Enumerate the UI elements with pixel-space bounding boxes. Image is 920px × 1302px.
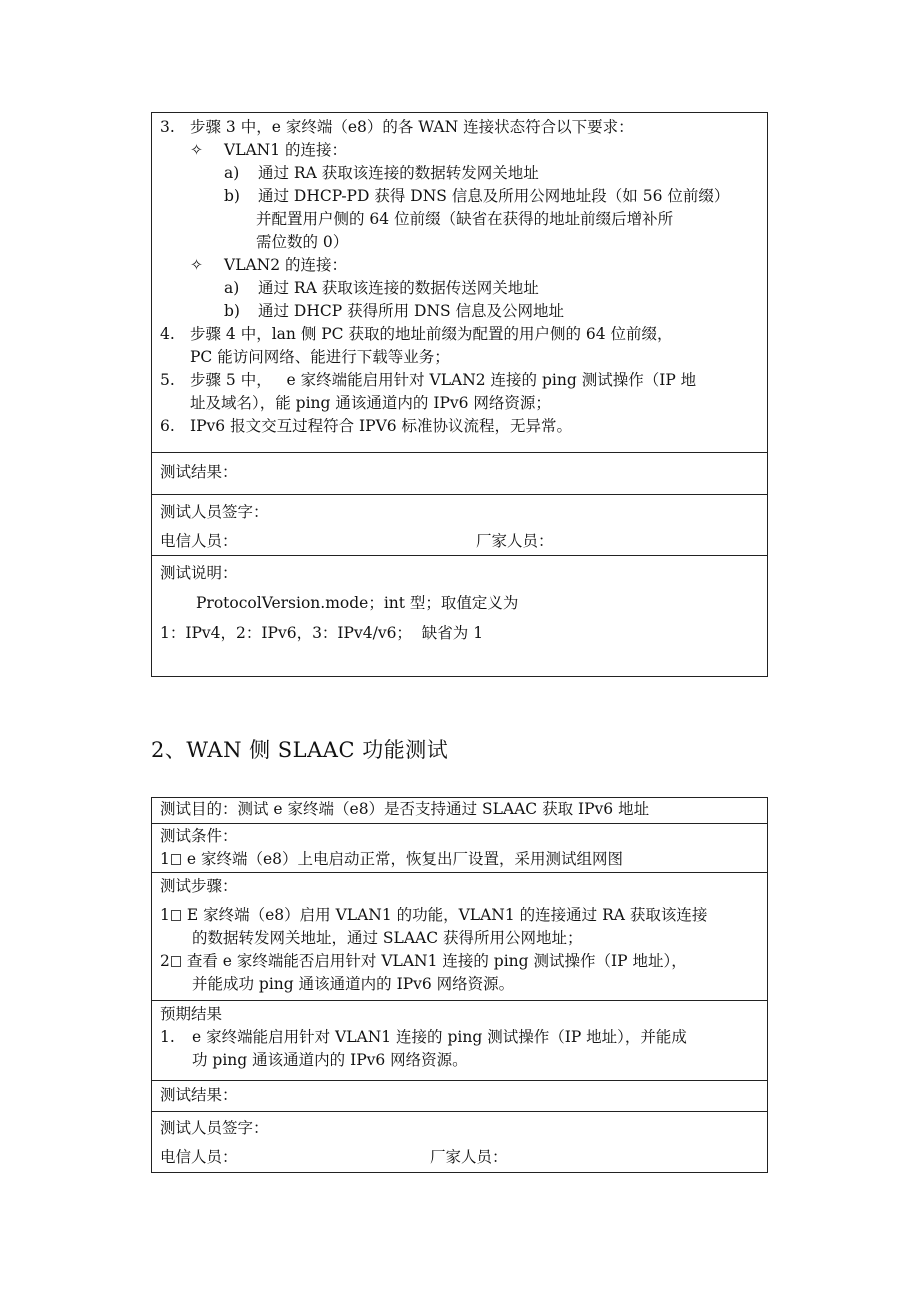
test-conditions-row: [152, 823, 767, 872]
test-notes-line-2: 1：IPv4，2：IPv6，3：IPv4/v6； 缺省为 1: [160, 624, 484, 642]
requirement-item-4: 4. 步骤 4 中，lan 侧 PC 获取的地址前缀为配置的用户侧的 64 位前缀，: [160, 325, 673, 343]
signature-label: 测试人员签字：: [160, 503, 269, 521]
telecom-staff-label-2: 电信人员：: [160, 1148, 238, 1166]
test-result-label: 测试结果：: [160, 463, 238, 481]
test-result-row-2: [152, 1080, 767, 1111]
test-steps-label: 测试步骤：: [160, 877, 238, 895]
checkbox-glyph-icon: [171, 956, 181, 967]
section-heading: 2、WAN 侧 SLAAC 功能测试: [151, 738, 449, 762]
diamond-bullet-icon: ✧: [190, 141, 203, 159]
requirement-item-5-cont: 址及域名），能 ping 通该通道内的 IPv6 网络资源；: [190, 394, 551, 412]
checkbox-glyph-icon: [171, 854, 181, 865]
telecom-staff-label: 电信人员：: [160, 532, 238, 550]
signature-row-2: [152, 1111, 767, 1172]
signature-fields-2: [160, 1146, 759, 1169]
requirement-item-6: 6. IPv6 报文交互过程符合 IPV6 标准协议流程，无异常。: [160, 417, 573, 435]
requirement-item-4-cont: PC 能访问网络、能进行下载等业务；: [190, 348, 450, 366]
expected-results-label: 预期结果: [160, 1005, 223, 1023]
vlan1-heading: ✧ VLAN1 的连接：: [160, 139, 759, 162]
test-purpose-row: [152, 798, 767, 823]
vlan1-item-b-cont1: 并配置用户侧的 64 位前缀（缺省在获得的地址前缀后增补所: [256, 210, 674, 228]
test-conditions-label: 测试条件：: [160, 827, 238, 845]
requirement-item-5: 5. 步骤 5 中， e 家终端能启用针对 VLAN2 连接的 ping 测试操作（IP 地: [160, 371, 697, 389]
test-table-1: [151, 112, 768, 677]
requirement-item-3: 3. 步骤 3 中，e 家终端（e8）的各 WAN 连接状态符合以下要求：: [160, 118, 634, 136]
expected-item-1: 1. e 家终端能启用针对 VLAN1 连接的 ping 测试操作（IP 地址），并能成: [160, 1028, 687, 1046]
vendor-staff-label-2: 厂家人员：: [430, 1148, 508, 1166]
condition-item-1: 1 e 家终端（e8）上电启动正常，恢复出厂设置，采用测试组网图: [160, 850, 624, 868]
test-notes-row: [152, 555, 767, 676]
vlan2-item-b: b) 通过 DHCP 获得所用 DNS 信息及公网地址: [224, 302, 565, 320]
vendor-staff-label: 厂家人员：: [476, 532, 554, 550]
signature-row: [152, 494, 767, 555]
vlan1-item-a: a) 通过 RA 获取该连接的数据转发网关地址: [224, 164, 539, 182]
test-notes-label: 测试说明：: [160, 564, 238, 582]
test-table-2: [151, 797, 768, 1173]
vlan1-item-b: b) 通过 DHCP-PD 获得 DNS 信息及所用公网地址段（如 56 位前缀）: [224, 187, 730, 205]
test-result-row: [152, 452, 767, 494]
signature-label-2: 测试人员签字：: [160, 1119, 269, 1137]
vlan1-item-b-cont2: 需位数的 0）: [256, 233, 349, 251]
diamond-bullet-icon: ✧: [190, 256, 203, 274]
expected-item-1-cont: 功 ping 通该通道内的 IPv6 网络资源。: [192, 1051, 468, 1069]
step-item-1: 1 E 家终端（e8）启用 VLAN1 的功能，VLAN1 的连接通过 RA 获取该连接: [160, 906, 708, 924]
vlan2-item-a: a) 通过 RA 获取该连接的数据传送网关地址: [224, 279, 539, 297]
test-result-label-2: 测试结果：: [160, 1086, 238, 1104]
step-item-2-cont: 并能成功 ping 通该通道内的 IPv6 网络资源。: [192, 975, 515, 993]
requirements-cell: [152, 113, 767, 452]
signature-fields: [160, 530, 759, 553]
test-notes-line-1: ProtocolVersion.mode；int 型；取值定义为: [196, 594, 519, 612]
step-item-1-cont: 的数据转发网关地址，通过 SLAAC 获得所用公网地址；: [192, 929, 583, 947]
step-item-2: 2 查看 e 家终端能否启用针对 VLAN1 连接的 ping 测试操作（IP 地址），: [160, 952, 687, 970]
vlan2-heading: ✧ VLAN2 的连接：: [160, 254, 759, 277]
checkbox-glyph-icon: [171, 910, 181, 921]
test-purpose: 测试目的：测试 e 家终端（e8）是否支持通过 SLAAC 获取 IPv6 地址: [160, 800, 650, 818]
expected-results-row: [152, 1000, 767, 1080]
test-steps-row: [152, 872, 767, 1000]
